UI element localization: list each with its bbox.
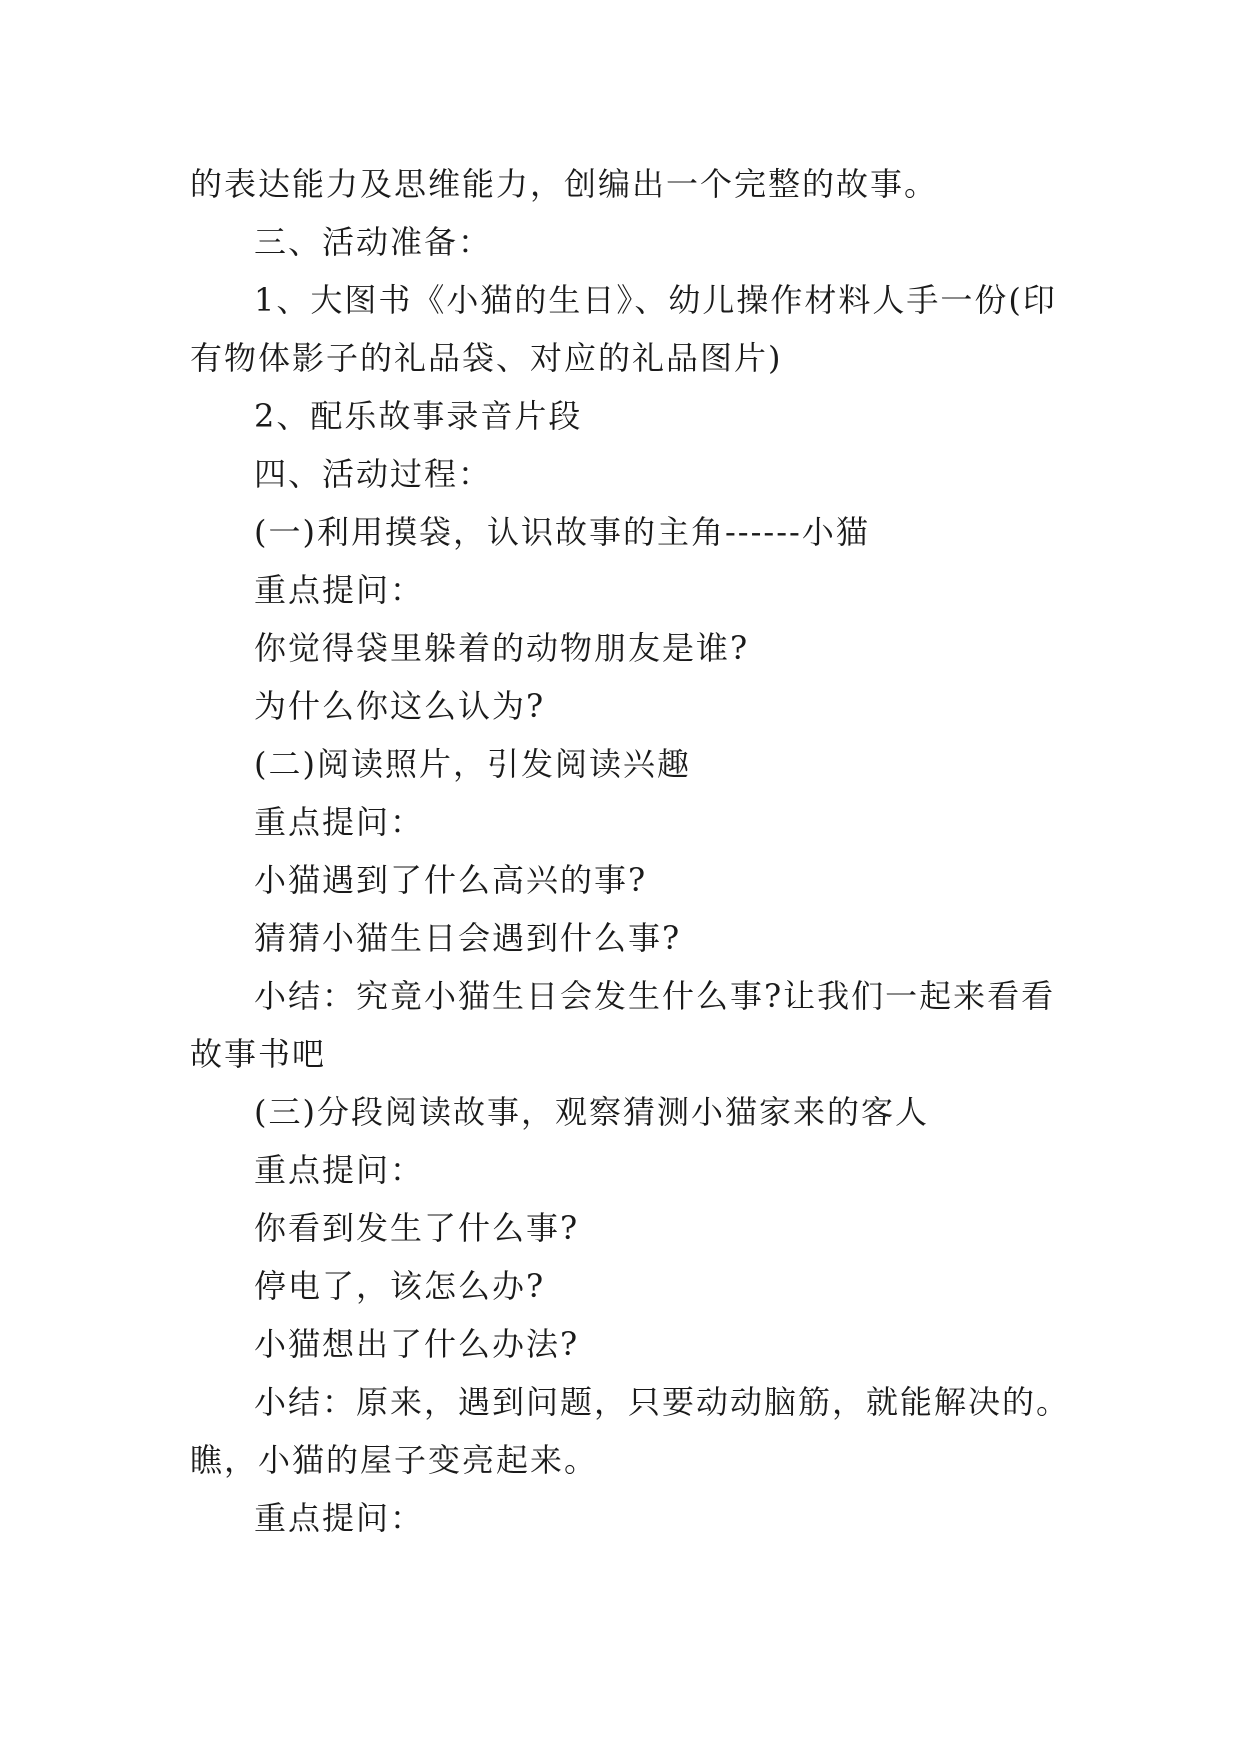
question-line: 猜猜小猫生日会遇到什么事? [254,919,682,957]
key-question-label: 重点提问： [254,1151,425,1189]
paragraph-line: 瞧，小猫的屋子变亮起来。 [190,1441,599,1479]
paragraph-line: 的表达能力及思维能力，创编出一个完整的故事。 [190,165,939,203]
paragraph-line: 故事书吧 [190,1035,327,1073]
question-line: 小猫想出了什么办法? [254,1325,580,1363]
key-question-label: 重点提问： [254,571,425,609]
question-line: 小猫遇到了什么高兴的事? [254,861,648,899]
paragraph-line: 2、配乐故事录音片段 [254,397,583,435]
question-line: 你觉得袋里躲着的动物朋友是谁? [254,629,750,667]
subsection-heading: (三)分段阅读故事，观察猜测小猫家来的客人 [254,1093,929,1131]
summary-line: 小结：究竟小猫生日会发生什么事?让我们一起来看看 [254,977,1056,1015]
subsection-heading: (一)利用摸袋，认识故事的主角------小猫 [254,513,870,551]
question-line: 停电了，该怎么办? [254,1267,546,1305]
question-line: 你看到发生了什么事? [254,1209,580,1247]
summary-line: 小结：原来，遇到问题，只要动动脑筋，就能解决的。 [254,1383,1071,1421]
key-question-label: 重点提问： [254,803,425,841]
paragraph-line: 有物体影子的礼品袋、对应的礼品图片) [190,339,783,377]
section-heading-preparation: 三、活动准备： [254,223,493,261]
subsection-heading: (二)阅读照片，引发阅读兴趣 [254,745,691,783]
document-body [190,155,1070,1547]
key-question-label: 重点提问： [254,1499,425,1537]
paragraph-line: 1、大图书《小猫的生日》、幼儿操作材料人手一份(印 [254,281,1057,319]
question-line: 为什么你这么认为? [254,687,546,725]
section-heading-process: 四、活动过程： [254,455,493,493]
